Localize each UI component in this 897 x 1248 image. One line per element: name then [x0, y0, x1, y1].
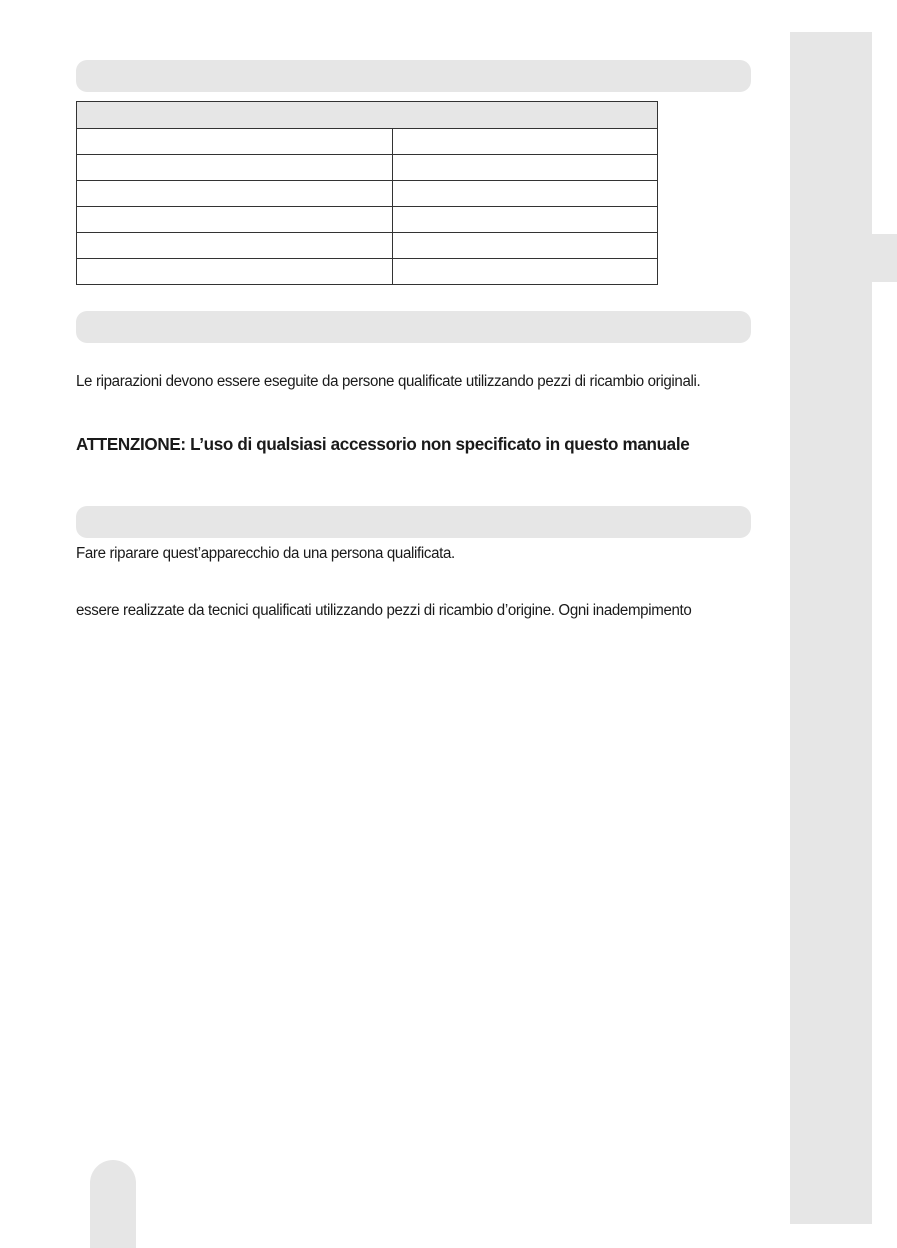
section-header-service: [76, 506, 751, 538]
table-cell-value: [393, 207, 658, 233]
repairs-paragraph: Le riparazioni devono essere eseguite da persone qualificate utilizzando pezzi di ricambio originali.: [76, 373, 701, 390]
table-cell-label: [77, 181, 393, 207]
table-cell-label: [77, 129, 393, 155]
table-row: [77, 129, 658, 155]
table-cell-value: [393, 233, 658, 259]
table-row: [77, 155, 658, 181]
table-cell-label: [77, 259, 393, 285]
table-cell-label: [77, 233, 393, 259]
warning-paragraph: ATTENZIONE: L’uso di qualsiasi accessorio non specificato in questo manuale: [76, 434, 690, 454]
table-cell-value: [393, 129, 658, 155]
table-cell-value: [393, 181, 658, 207]
section-header-specifications: [76, 60, 751, 92]
table-row: [77, 207, 658, 233]
side-margin-band: [790, 32, 872, 1224]
chapter-tab: [802, 234, 897, 282]
specifications-table: [76, 101, 658, 285]
table-cell-value: [393, 155, 658, 181]
table-row: [77, 233, 658, 259]
service-paragraph-line-1: Fare riparare quest’apparecchio da una persona qualificata.: [76, 545, 455, 562]
service-paragraph-line-2: essere realizzate da tecnici qualificati utilizzando pezzi di ricambio d’origine. Ogni inadempimento: [76, 602, 692, 619]
table-cell-label: [77, 155, 393, 181]
table-cell-label: [77, 207, 393, 233]
table-row: [77, 181, 658, 207]
table-header-row: [77, 102, 658, 129]
table-cell-value: [393, 259, 658, 285]
table-row: [77, 259, 658, 285]
table-header-cell: [77, 102, 658, 129]
page-number-tab: [90, 1160, 136, 1248]
section-header-repairs: [76, 311, 751, 343]
